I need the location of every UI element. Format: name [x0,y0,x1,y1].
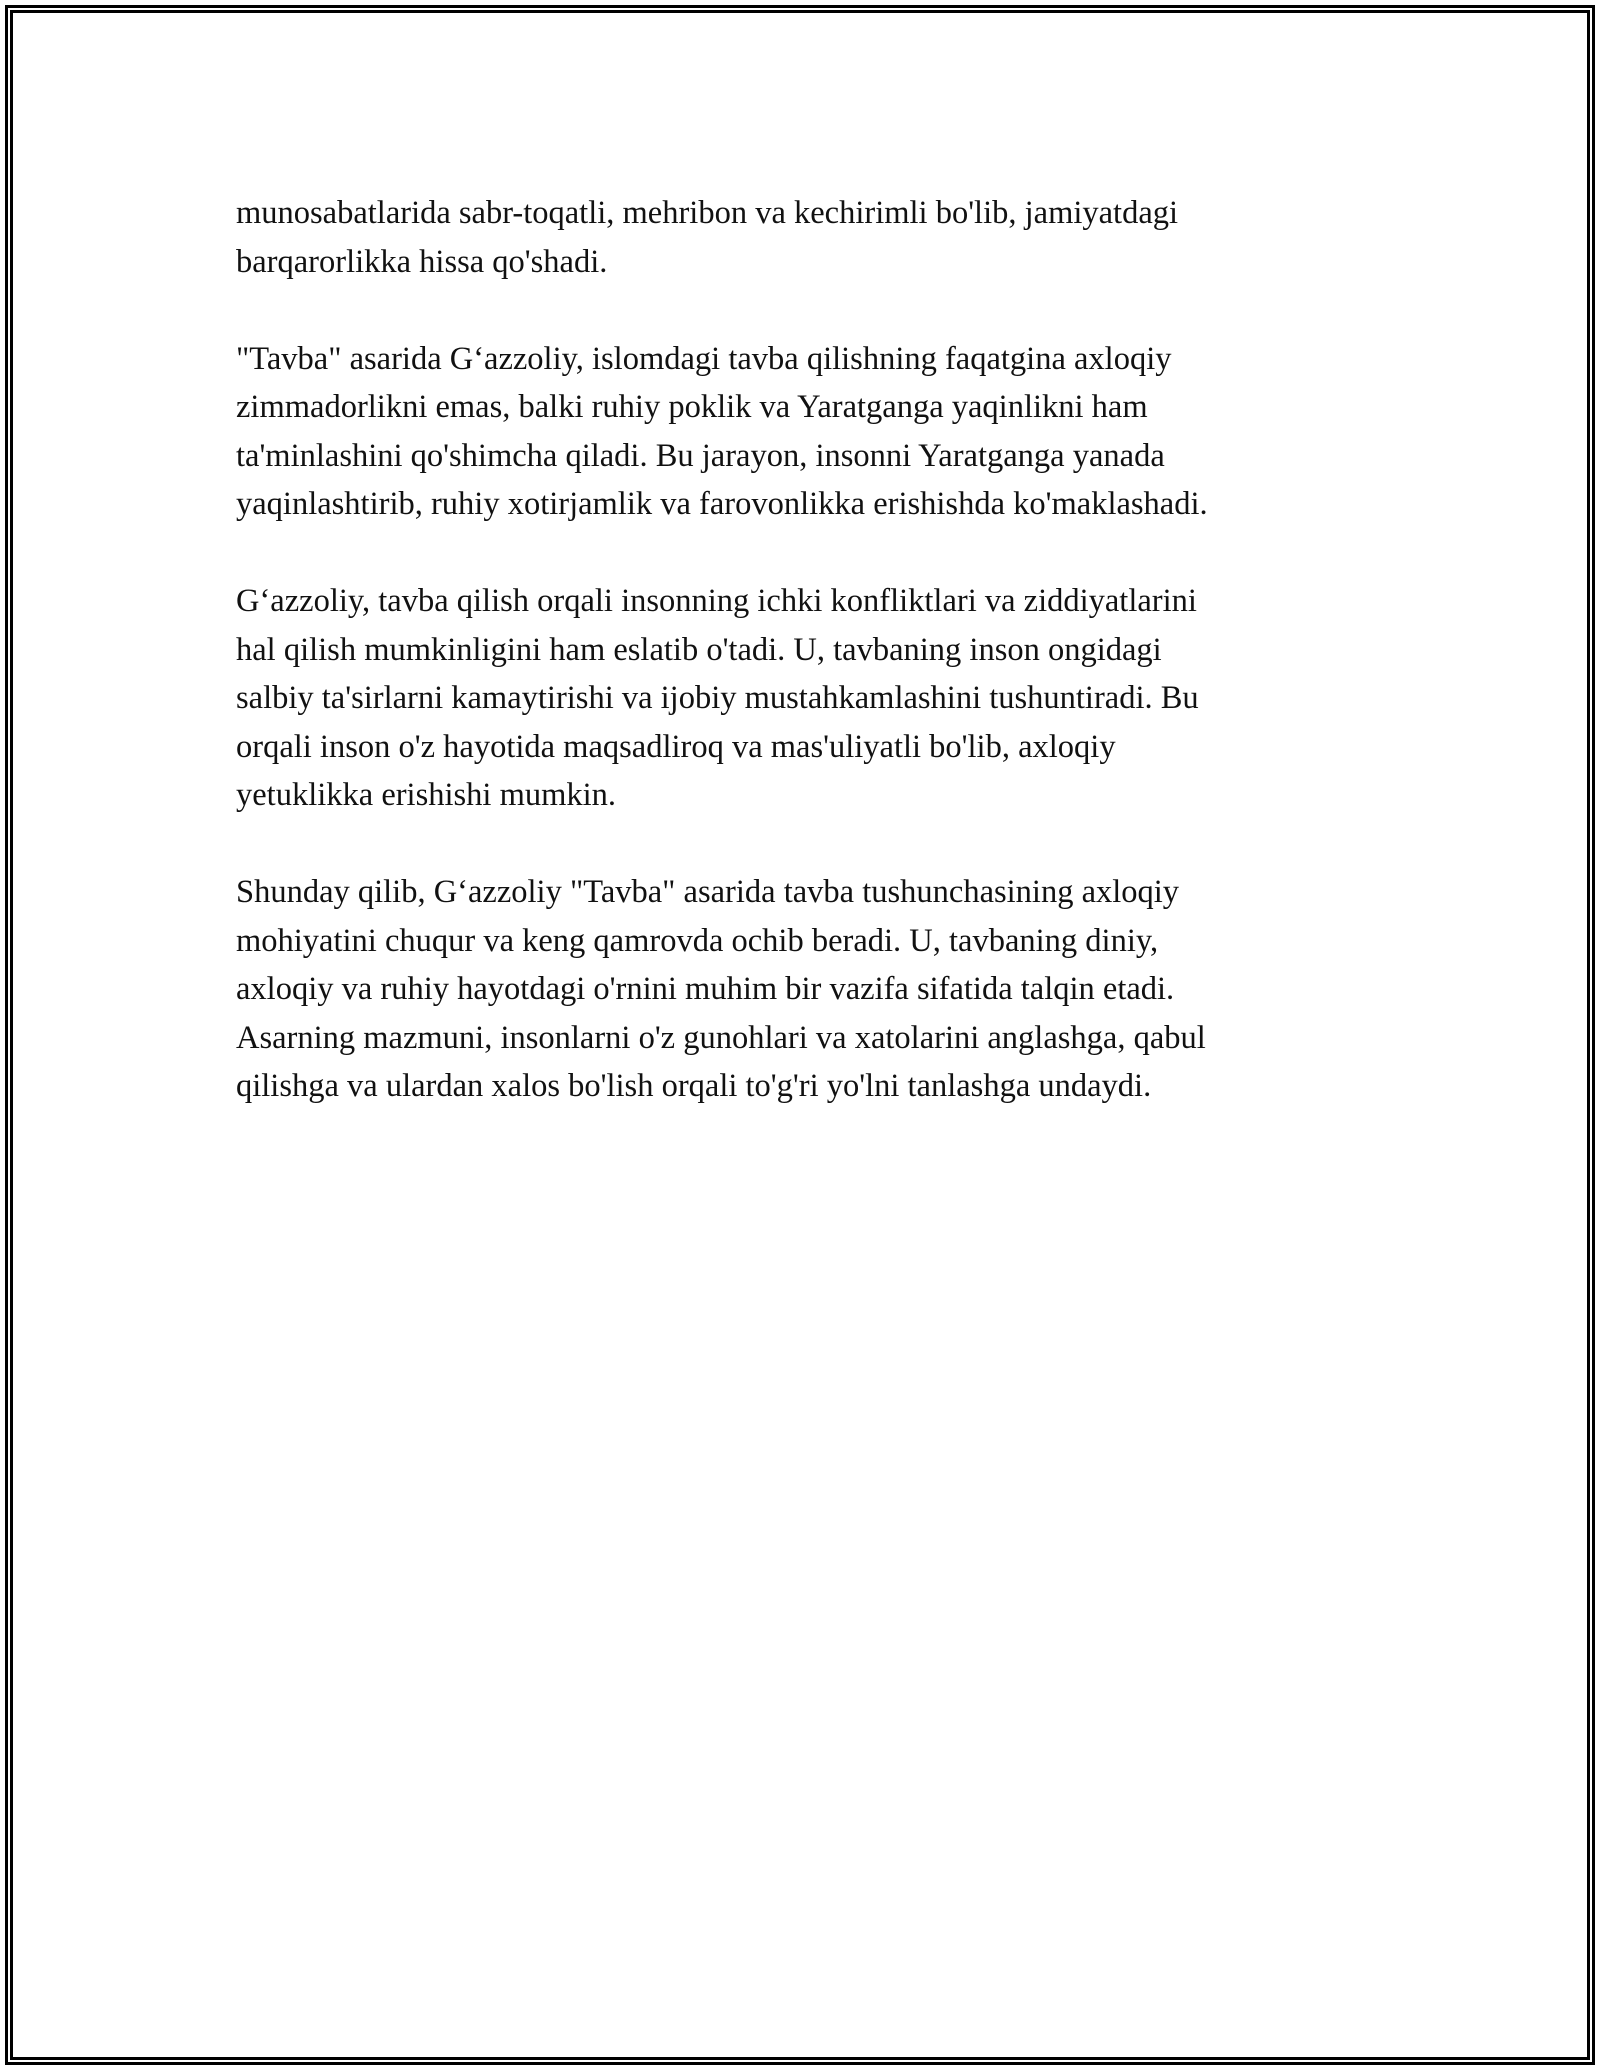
text-line: barqarorlikka hissa qo'shadi. [236,243,608,280]
text-line: salbiy ta'sirlarni kamaytirishi va ijobiy mustahkamlashini tushuntiradi. Bu [236,680,1199,716]
text-line: G‘azzoliy, tavba qilish orqali insonning ichki konfliktlari va ziddiyatlarini [236,583,1197,619]
text-line: yetuklikka erishishi mumkin. [236,777,617,813]
text-line: ta'minlashini qo'shimcha qiladi. Bu jarayon, insonni Yaratganga yanada [236,437,1165,474]
paragraph-3 [236,577,1376,820]
text-line: zimmadorlikni emas, balki ruhiy poklik va Yaratganga yaqinlikni ham [236,389,1148,425]
paragraph-1 [236,189,1376,286]
paragraph-4 [236,868,1376,1111]
text-line: "Tavba" asarida G‘azzoliy, islomdagi tavba qilishning faqatgina axloqiy [236,340,1172,377]
text-line: orqali inson o'z hayotida maqsadliroq va mas'uliyatli bo'lib, axloqiy [236,728,1116,765]
text-line: mohiyatini chuqur va keng qamrovda ochib beradi. U, tavbaning diniy, [236,922,1159,959]
paragraph-2 [236,335,1376,529]
text-line: munosabatlarida sabr-toqatli, mehribon va kechirimli bo'lib, jamiyatdagi [236,195,1179,231]
text-line: axloqiy va ruhiy hayotdagi o'rnini muhim bir vazifa sifatida talqin etadi. [236,971,1175,1007]
document-body [236,189,1376,1159]
text-line: yaqinlashtirib, ruhiy xotirjamlik va farovonlikka erishishda ko'maklashadi. [236,486,1208,522]
text-line: qilishga va ulardan xalos bo'lish orqali to'g'ri yo'lni tanlashga undaydi. [236,1068,1152,1104]
text-line: Shunday qilib, G‘azzoliy "Tavba" asarida tavba tushunchasining axloqiy [236,874,1180,910]
text-line: Asarning mazmuni, insonlarni o'z gunohlari va xatolarini anglashga, qabul [236,1019,1206,1056]
text-line: hal qilish mumkinligini ham eslatib o'tadi. U, tavbaning inson ongidagi [236,631,1162,668]
